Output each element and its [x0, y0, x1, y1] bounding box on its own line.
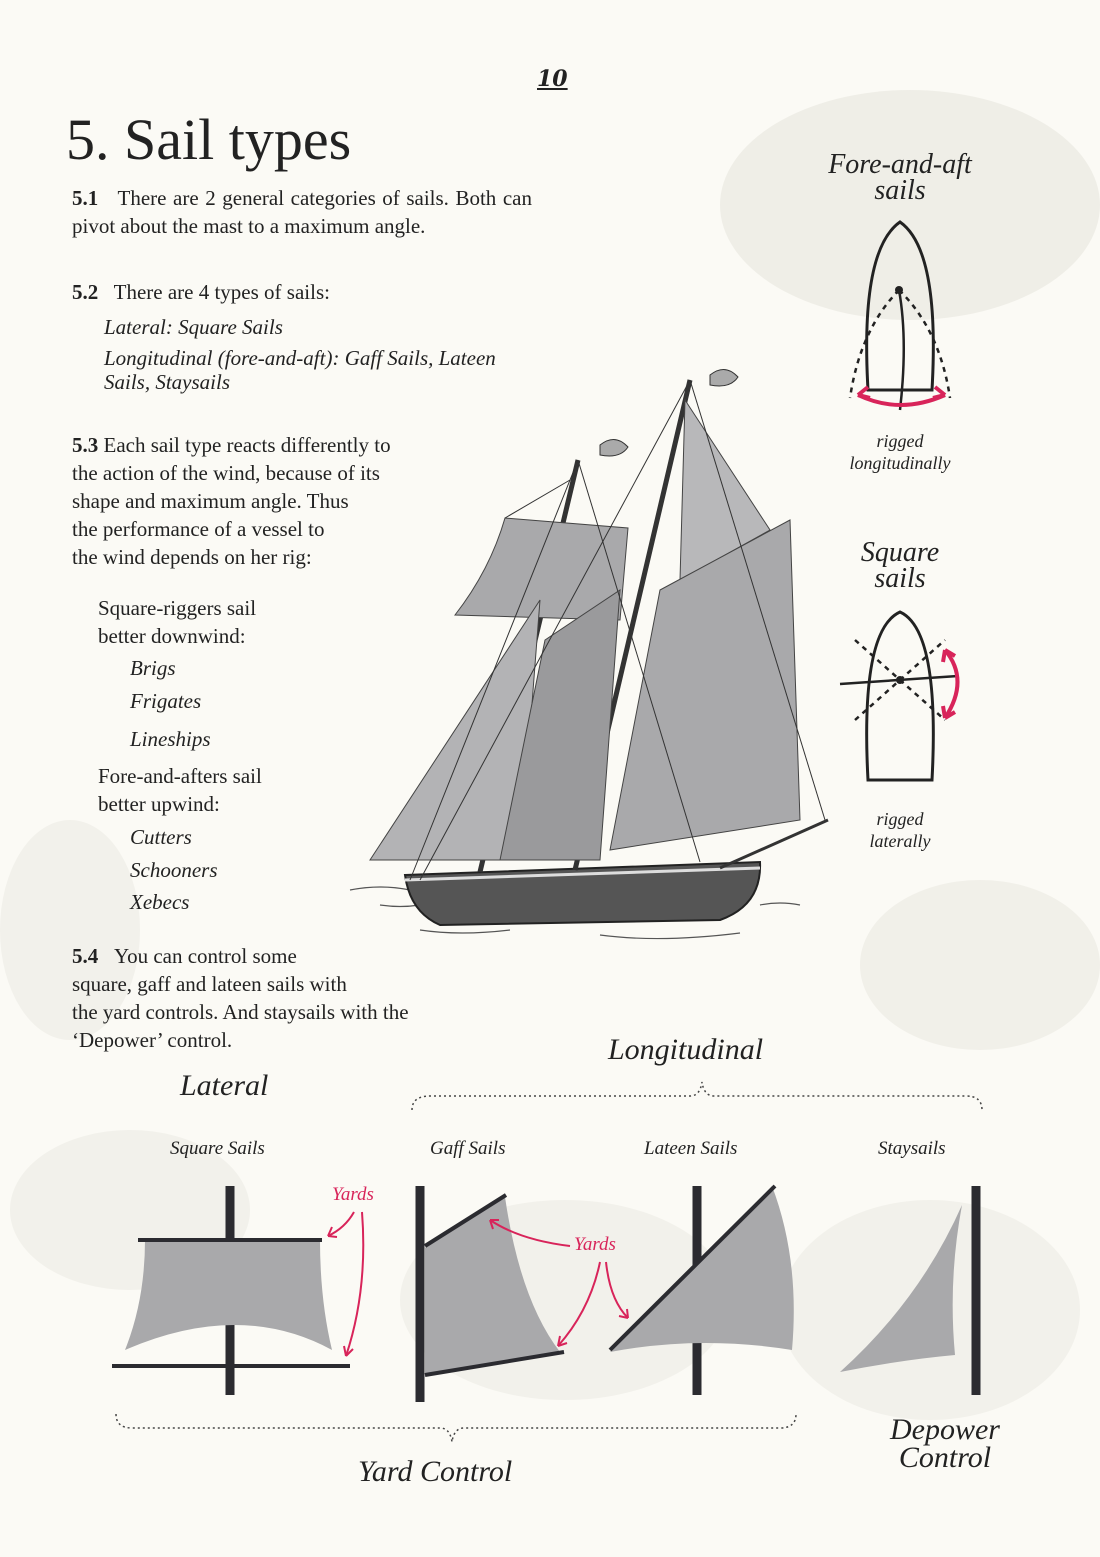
text-line: Fore-and-afters sail [98, 764, 262, 788]
text-line: better upwind: [98, 792, 220, 816]
title-line: Fore-and-aft [828, 149, 972, 180]
gaff-sails-label: Gaff Sails [430, 1138, 506, 1159]
caption-line: rigged [876, 431, 924, 451]
caption-line: laterally [869, 831, 931, 851]
list-item: Schooners [130, 858, 218, 882]
lateral-heading: Lateral [180, 1069, 269, 1102]
list-item: Frigates [130, 689, 202, 713]
list-item: Brigs [130, 656, 176, 680]
section-number: 5.1 [72, 186, 99, 210]
depower-control-label [870, 1413, 1020, 1474]
label-line: Depower [890, 1413, 1000, 1446]
list-item: Cutters [130, 825, 192, 849]
lateen-sails-label: Lateen Sails [644, 1138, 738, 1159]
text-line: shape and maximum angle. Thus [72, 489, 349, 513]
yard-control-label: Yard Control [358, 1455, 513, 1488]
title-line: sails [874, 175, 926, 206]
text-line: square, gaff and lateen sails with [72, 972, 347, 996]
caption-line: rigged [876, 809, 924, 829]
staysails-label: Staysails [878, 1138, 946, 1159]
list-item: Lineships [130, 727, 211, 751]
list-item: Xebecs [130, 890, 190, 914]
page-title: 5. Sail types [66, 107, 352, 172]
longitudinal-heading: Longitudinal [608, 1033, 764, 1066]
section-number: 5.3 [72, 433, 99, 457]
section-number: 5.2 [72, 280, 99, 304]
text-line: Square-riggers sail [98, 596, 257, 620]
text-line: better downwind: [98, 624, 246, 648]
title-line: Square [860, 537, 940, 568]
text-line: the performance of a vessel to [72, 517, 325, 541]
text-line: You can control some [114, 944, 297, 968]
text-line: Each sail type reacts differently to [103, 433, 391, 457]
yards-label: Yards [332, 1184, 374, 1205]
text-line: the yard controls. And staysails with the [72, 1000, 409, 1024]
section-text: There are 2 general categories of sails. Both can pivot about the mast to a maximum angle. [72, 186, 532, 238]
longitudinal-item: Longitudinal (fore-and-aft): Gaff Sails, Lateen Sails, Staysails [104, 346, 496, 394]
label-line: Control [898, 1441, 992, 1474]
text-line: the wind depends on her rig: [72, 545, 312, 569]
yards-label: Yards [574, 1234, 616, 1255]
caption-line: longitudinally [849, 453, 951, 473]
square-sails-label: Square Sails [170, 1138, 265, 1159]
section-number: 5.4 [72, 944, 99, 968]
section-text: There are 4 types of sails: [113, 280, 330, 304]
text-line: the action of the wind, because of its [72, 461, 380, 485]
title-line: sails [874, 563, 926, 594]
lateral-item: Lateral: Square Sails [104, 315, 283, 339]
page-number: 10 [537, 66, 568, 92]
text-line: ‘Depower’ control. [72, 1028, 233, 1052]
